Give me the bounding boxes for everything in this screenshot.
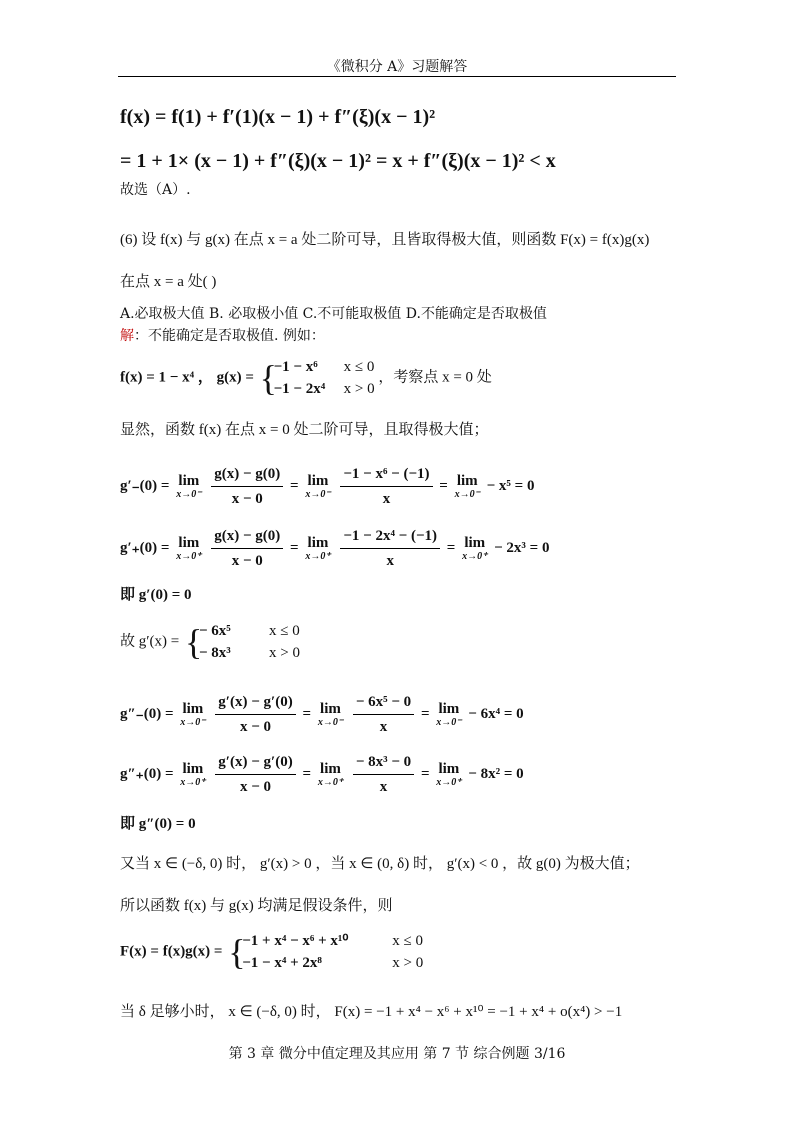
lhs: g′₋(0) =	[120, 477, 170, 494]
F-case-2-cond: x > 0	[392, 955, 424, 971]
right-second-derivative-g	[120, 752, 524, 797]
brace-icon: {	[184, 622, 203, 662]
lhs: g′₊(0) =	[120, 539, 170, 556]
equals: =	[420, 705, 430, 722]
equals: =	[420, 765, 430, 782]
g-prime-zero: 即 g′(0) = 0	[120, 587, 192, 603]
question-6-cont: 在点 x = a 处( )	[120, 274, 217, 290]
question-6: (6) 设 f(x) 与 g(x) 在点 x = a 处二阶可导，且皆取得极大值，则函数 F(x) = f(x)g(x)	[120, 232, 650, 248]
g-case-1-expr: −1 − x⁶	[273, 359, 318, 375]
example-definition	[120, 356, 492, 400]
fraction: $\frac{\text{− 8x³ − 0}}{x}$	[353, 752, 414, 797]
equation-taylor-2: = 1 + 1× (x − 1) + f″(ξ)(x − 1)² = x + f″(ξ)(x − 1)² < x	[120, 150, 556, 172]
result: − 6x⁴ = 0	[468, 705, 524, 722]
fraction: $\frac{g'(x) - g'(0)}{x - 0}$	[215, 692, 295, 737]
final-statement: 当 δ 足够小时， x ∈ (−δ, 0) 时， F(x) = −1 + x⁴ − x⁶ + x¹⁰ = −1 + x⁴ + o(x⁴) > −1	[120, 1004, 623, 1020]
solution-intro	[120, 326, 325, 346]
fraction: $\frac{g'(x) - g'(0)}{x - 0}$	[215, 752, 295, 797]
limit: lim x→0⁻	[305, 473, 331, 500]
left-second-derivative-g	[120, 692, 524, 737]
equals: =	[290, 539, 299, 556]
case-1-expr: − 6x⁵	[198, 623, 231, 639]
g-case-1-cond: x ≤ 0	[343, 359, 375, 375]
piecewise-F	[226, 930, 423, 974]
lhs: 故 g′(x) =	[120, 633, 180, 650]
limit: lim x→0⁺	[305, 535, 331, 562]
solution-label: 解	[120, 328, 134, 344]
F-piecewise	[120, 930, 423, 974]
lhs: g″₊(0) =	[120, 765, 174, 782]
conclusion-intro: 所以函数 f(x) 与 g(x) 均满足假设条件，则	[120, 898, 393, 914]
equals: =	[302, 705, 312, 722]
g-case-2-cond: x > 0	[343, 381, 375, 397]
fraction: $\frac{g(x) - g(0)}{x - 0}$	[211, 464, 283, 509]
limit: lim x→0⁻	[454, 473, 480, 500]
limit: lim x→0⁺	[436, 761, 462, 788]
equals: =	[290, 477, 299, 494]
fraction: $\frac{\text{−1 − x⁶ − (−1)}}{x}$	[340, 464, 432, 509]
page-footer: 第 3 章 微分中值定理及其应用 第 7 节 综合例题 3/16	[228, 1046, 566, 1062]
fraction: $\frac{\text{−1 − 2x⁴ − (−1)}}{x}$	[340, 526, 440, 571]
lhs: g″₋(0) =	[120, 705, 174, 722]
header-rule	[118, 76, 676, 77]
limit: lim x→0⁻	[317, 701, 344, 728]
result: − 8x² = 0	[468, 765, 524, 782]
limit: lim x→0⁻	[176, 473, 202, 500]
F-case-1-cond: x ≤ 0	[392, 933, 423, 949]
fraction: $\frac{g(x) - g(0)}{x - 0}$	[211, 526, 283, 571]
lhs: F(x) = f(x)g(x) =	[120, 943, 223, 960]
F-case-1-expr: −1 + x⁴ − x⁶ + x¹⁰	[242, 933, 349, 949]
limit: lim x→0⁻	[180, 701, 206, 728]
result: − x⁵ = 0	[486, 477, 535, 494]
limit: lim x→0⁺	[462, 535, 488, 562]
right-derivative-g	[120, 526, 549, 571]
equals: =	[302, 765, 312, 782]
solution-text: ：不能确定是否取极值. 例如：	[134, 328, 325, 344]
result: − 2x³ = 0	[494, 539, 550, 556]
page-header: 《微积分 A》习题解答	[326, 59, 468, 75]
left-derivative-g	[120, 464, 534, 509]
equals: =	[439, 477, 448, 494]
limit: lim x→0⁺	[317, 761, 344, 788]
brace-icon: {	[259, 358, 277, 398]
case-1-cond: x ≤ 0	[268, 623, 300, 639]
case-2-cond: x > 0	[268, 645, 300, 661]
example-tail: ，考察点 x = 0 处	[378, 369, 492, 386]
g-prime-piecewise	[120, 620, 300, 664]
F-case-2-expr: −1 − x⁴ + 2x⁸	[242, 955, 322, 971]
limit: lim x→0⁻	[436, 701, 462, 728]
g-case-2-expr: −1 − 2x⁴	[273, 381, 326, 397]
example-f: f(x) = 1 − x⁴ ， g(x) =	[120, 369, 254, 386]
fraction: $\frac{\text{− 6x⁵ − 0}}{x}$	[353, 692, 414, 737]
brace-icon: {	[228, 932, 246, 972]
equation-taylor-1: f(x) = f(1) + f′(1)(x − 1) + f″(ξ)(x − 1)²	[120, 106, 436, 128]
piecewise-gprime	[183, 620, 300, 664]
obvious-statement: 显然，函数 f(x) 在点 x = 0 处二阶可导，且取得极大值；	[120, 422, 489, 438]
equals: =	[446, 539, 456, 556]
g-second-zero: 即 g″(0) = 0	[120, 816, 196, 832]
case-2-expr: − 8x³	[198, 645, 231, 661]
sign-analysis: 又当 x ∈ (−δ, 0) 时， g′(x) > 0 ，当 x ∈ (0, δ) 时， g′(x) < 0 ，故 g(0) 为极大值；	[120, 856, 640, 872]
answer-choice: 故选（A）.	[120, 182, 191, 198]
limit: lim x→0⁺	[176, 535, 202, 562]
piecewise-g	[258, 356, 375, 400]
limit: lim x→0⁺	[180, 761, 206, 788]
answer-options: A.必取极大值 B. 必取极小值 C.不可能取极值 D.不能确定是否取极值	[120, 306, 547, 322]
